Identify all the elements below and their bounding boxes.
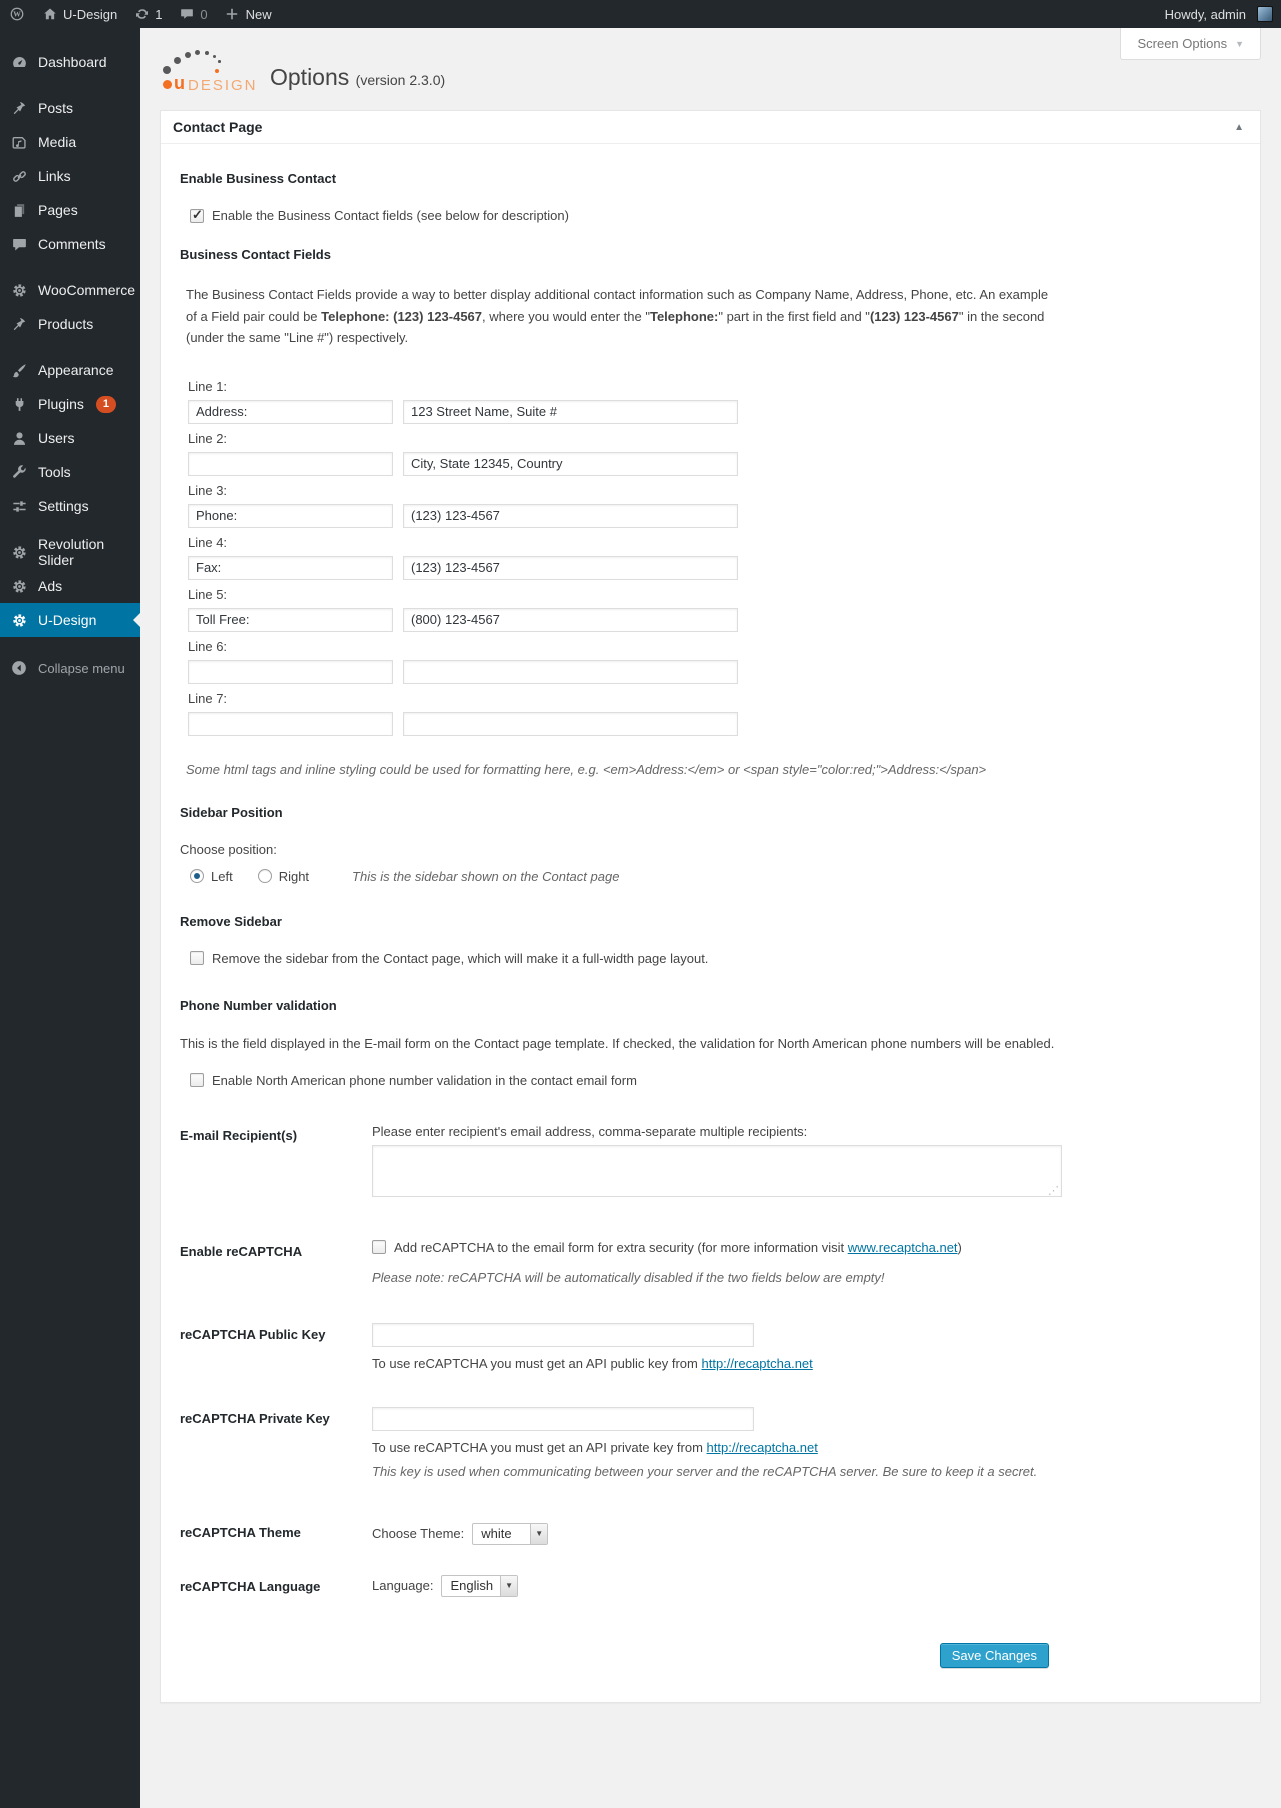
admin-bar-left [0, 0, 280, 28]
plugin-icon [9, 394, 29, 414]
options-form-table [180, 1124, 1235, 1597]
menu-separator [0, 341, 140, 353]
line-7-field-1[interactable] [188, 712, 393, 736]
site-name-button[interactable] [33, 0, 125, 28]
admin-bar-right [1157, 0, 1281, 28]
recaptcha-note: Please note: reCAPTCHA will be automatically disabled if the two fields below are empty! [372, 1269, 885, 1285]
format-note: Some html tags and inline styling could be used for formatting here, e.g. <em>Address:</em> or <span style="color:red;">Address:</span> [186, 761, 987, 777]
wordpress-icon [8, 6, 25, 23]
line-1-row [188, 400, 1235, 424]
sidebar-item-label: Links [38, 168, 71, 184]
theme-select[interactable] [472, 1523, 548, 1545]
screen-options-button[interactable] [1120, 28, 1261, 60]
sidebar-item-posts[interactable] [0, 91, 140, 125]
resize-grip-icon[interactable]: ⋰ [1048, 1184, 1059, 1197]
heading-phone-validation: Phone Number validation [180, 997, 337, 1013]
comments-icon [9, 234, 29, 254]
menu-separator [0, 523, 140, 535]
enable-business-contact-label: Enable the Business Contact fields (see below for description) [212, 208, 569, 223]
gear-icon [9, 610, 29, 630]
private-key-link[interactable]: http://recaptcha.net [706, 1439, 818, 1455]
line-4-row [188, 556, 1235, 580]
line-4-field-2[interactable] [403, 556, 738, 580]
logo-design: DESIGN [188, 77, 258, 94]
sidebar-item-appearance[interactable] [0, 353, 140, 387]
sidebar-item-u-design[interactable] [0, 603, 140, 637]
user-icon [9, 428, 29, 448]
line-2-row [188, 452, 1235, 476]
enable-recaptcha-label: Enable reCAPTCHA [180, 1243, 303, 1259]
remove-sidebar-checkbox[interactable] [190, 951, 204, 965]
home-icon [41, 6, 58, 23]
sidebar-item-label: Tools [38, 464, 71, 480]
line-3-row [188, 504, 1235, 528]
line-2-label: Line 2: [188, 430, 228, 446]
sidebar-right-label: Right [278, 868, 310, 884]
new-label: New [245, 6, 272, 22]
heading-remove-sidebar: Remove Sidebar [180, 913, 282, 929]
menu-separator [0, 79, 140, 91]
page-header [160, 46, 1281, 98]
choose-position-label: Choose position: [180, 841, 277, 857]
pin-icon [9, 98, 29, 118]
wrench-icon [9, 462, 29, 482]
private-key-input[interactable] [372, 1407, 754, 1431]
line-6-field-2[interactable] [403, 660, 738, 684]
sidebar-item-label: U-Design [38, 612, 97, 628]
theme-select-value: white [481, 1526, 512, 1541]
avatar [1257, 6, 1273, 22]
heading-business-contact-fields: Business Contact Fields [180, 247, 331, 262]
line-1-field-1[interactable] [188, 400, 393, 424]
public-key-help: To use reCAPTCHA you must get an API public key from http://recaptcha.net [372, 1355, 813, 1371]
sidebar-item-label: Ads [38, 578, 63, 594]
heading-enable-business-contact: Enable Business Contact [180, 171, 337, 186]
enable-recaptcha-checkbox[interactable] [372, 1240, 386, 1254]
sidebar-position-note: This is the sidebar shown on the Contact page [352, 868, 620, 884]
email-recipients-textarea[interactable] [372, 1145, 1062, 1197]
admin-bar [0, 0, 1281, 28]
sidebar-item-label: Users [38, 430, 75, 446]
line-7-field-2[interactable] [403, 712, 738, 736]
sidebar-item-revolution-slider[interactable] [0, 535, 140, 569]
sidebar-item-label: Comments [38, 236, 106, 252]
sidebar-item-label: Plugins [38, 396, 84, 412]
language-select[interactable] [441, 1575, 518, 1597]
choose-theme-label: Choose Theme: [372, 1526, 465, 1541]
contact-lines [188, 379, 1235, 736]
remove-sidebar-label: Remove the sidebar from the Contact page, which will make it a full-width page layout. [212, 950, 709, 966]
sidebar-item-label: Appearance [38, 362, 114, 378]
sidebar-item-pages[interactable] [0, 193, 140, 227]
sidebar-item-links[interactable] [0, 159, 140, 193]
line-1-field-2[interactable] [403, 400, 738, 424]
language-label: Language: [372, 1578, 434, 1593]
enable-recaptcha-text: Add reCAPTCHA to the email form for extra security (for more information visit www.recaptcha.net) [394, 1239, 962, 1255]
sidebar-item-label: Posts [38, 100, 74, 116]
heading-sidebar-position: Sidebar Position [180, 804, 283, 820]
sidebar-item-comments[interactable] [0, 227, 140, 261]
email-recipients-label: E-mail Recipient(s) [180, 1127, 298, 1143]
collapse-icon [9, 658, 29, 678]
recaptcha-theme-label: reCAPTCHA Theme [180, 1524, 301, 1540]
version-label: (version 2.3.0) [355, 71, 446, 88]
pin-icon [9, 314, 29, 334]
phone-validation-description: This is the field displayed in the E-mail form on the Contact page template. If checked, the validation for North American phone numbers will be enabled. [180, 1035, 1055, 1051]
page-title: Options (version 2.3.0) [270, 63, 446, 90]
sidebar-right-radio[interactable] [258, 869, 272, 883]
language-select-value: English [450, 1578, 494, 1593]
business-contact-description: The Business Contact Fields provide a way to better display additional contact information such as Company Name, Address, Phone, etc. An example of a Field pair could be Telephone: (123) 123-4567, where you would enter the "Telephone:" part in the first field and "(123) 123-4567" in the second (under the same "Line #") respectively. [186, 287, 1049, 345]
sidebar-item-label: Settings [38, 498, 89, 514]
gear-icon [9, 576, 29, 596]
sidebar-item-label: Pages [38, 202, 78, 218]
sidebar-left-radio[interactable] [190, 869, 204, 883]
account-menu[interactable] [1157, 0, 1281, 28]
recaptcha-info-link[interactable]: www.recaptcha.net [847, 1239, 958, 1255]
phone-validation-checkbox[interactable] [190, 1073, 204, 1087]
plus-icon [224, 6, 241, 23]
svg-text:W: W [12, 9, 21, 19]
sidebar-item-tools[interactable] [0, 455, 140, 489]
public-key-input[interactable] [372, 1323, 754, 1347]
howdy-label: Howdy, admin [1164, 6, 1246, 22]
brush-icon [9, 360, 29, 380]
line-5-field-2[interactable] [403, 608, 738, 632]
line-1-label: Line 1: [188, 378, 228, 394]
gear-icon [9, 280, 29, 300]
content-area [140, 28, 1281, 1808]
sidebar-item-woocommerce[interactable] [0, 273, 140, 307]
sidebar-item-dashboard[interactable] [0, 45, 140, 79]
collapse-menu-button[interactable] [0, 651, 140, 685]
chevron-down-icon: ▼ [1235, 38, 1244, 49]
updates-count: 1 [155, 6, 163, 22]
links-icon [9, 166, 29, 186]
settings-icon [9, 496, 29, 516]
comments-button[interactable] [170, 0, 215, 28]
public-key-label: reCAPTCHA Public Key [180, 1326, 326, 1342]
sidebar-item-products[interactable] [0, 307, 140, 341]
new-content-button[interactable] [216, 0, 280, 28]
line-7-label: Line 7: [188, 690, 228, 706]
panel-body [161, 144, 1260, 1702]
save-changes-button[interactable]: Save Changes [940, 1643, 1049, 1668]
line-2-field-2[interactable] [403, 452, 738, 476]
line-4-label: Line 4: [188, 534, 228, 550]
sidebar-item-plugins[interactable] [0, 387, 140, 421]
udesign-logo [160, 47, 256, 97]
line-3-field-2[interactable] [403, 504, 738, 528]
phone-validation-label: Enable North American phone number validation in the contact email form [212, 1072, 637, 1088]
active-item-arrow [126, 613, 140, 627]
sidebar-item-label: Media [38, 134, 77, 150]
line-7-row [188, 712, 1235, 736]
line-6-field-1[interactable] [188, 660, 393, 684]
public-key-link[interactable]: http://recaptcha.net [701, 1355, 813, 1371]
logo-u: u [174, 73, 185, 93]
panel-title: Contact Page [173, 119, 263, 135]
line-5-field-1[interactable] [188, 608, 393, 632]
private-key-label: reCAPTCHA Private Key [180, 1410, 330, 1426]
update-icon [133, 6, 150, 23]
sidebar-item-label: WooCommerce [38, 282, 135, 298]
wordpress-menu-button[interactable] [0, 0, 33, 28]
line-5-label: Line 5: [188, 586, 228, 602]
sidebar-menu [0, 45, 140, 637]
sidebar-item-users[interactable] [0, 421, 140, 455]
panel-header[interactable] [161, 111, 1260, 144]
sidebar-item-label: Dashboard [38, 54, 107, 70]
select-arrow-icon: ▼ [530, 1524, 547, 1544]
collapse-menu-label: Collapse menu [38, 660, 125, 676]
sidebar-item-media[interactable] [0, 125, 140, 159]
media-icon [9, 132, 29, 152]
private-key-help: To use reCAPTCHA you must get an API private key from http://recaptcha.net [372, 1439, 818, 1455]
recaptcha-language-label: reCAPTCHA Language [180, 1579, 321, 1594]
line-6-row [188, 660, 1235, 684]
screen-options-label: Screen Options [1137, 36, 1228, 51]
sidebar-item-label: Products [38, 316, 94, 332]
line-6-label: Line 6: [188, 638, 228, 654]
email-recipients-instruction: Please enter recipient's email address, comma-separate multiple recipients: [372, 1123, 808, 1139]
comments-count: 0 [200, 6, 208, 22]
collapse-panel-icon[interactable]: ▲ [1234, 121, 1244, 133]
gear-icon [9, 542, 29, 562]
line-5-row [188, 608, 1235, 632]
line-3-label: Line 3: [188, 482, 228, 498]
sidebar-item-settings[interactable] [0, 489, 140, 523]
menu-separator [0, 261, 140, 273]
sidebar-left-label: Left [211, 868, 233, 884]
contact-page-panel [160, 110, 1261, 1703]
dashboard-icon [9, 52, 29, 72]
comment-icon [178, 6, 195, 23]
line-3-field-1[interactable] [188, 504, 393, 528]
site-name-label: U-Design [63, 6, 118, 22]
private-key-secret-note: This key is used when communicating between your server and the reCAPTCHA server. Be sure to keep it a secret. [372, 1463, 1038, 1479]
sidebar-item-ads[interactable] [0, 569, 140, 603]
enable-business-contact-checkbox[interactable] [190, 209, 204, 223]
plugins-update-badge: 1 [96, 396, 116, 413]
line-2-field-1[interactable] [188, 452, 393, 476]
pages-icon [9, 200, 29, 220]
updates-button[interactable] [125, 0, 170, 28]
line-4-field-1[interactable] [188, 556, 393, 580]
admin-sidebar [0, 28, 140, 1808]
select-arrow-icon: ▼ [500, 1576, 517, 1596]
sidebar-item-label: Revolution Slider [38, 536, 105, 568]
